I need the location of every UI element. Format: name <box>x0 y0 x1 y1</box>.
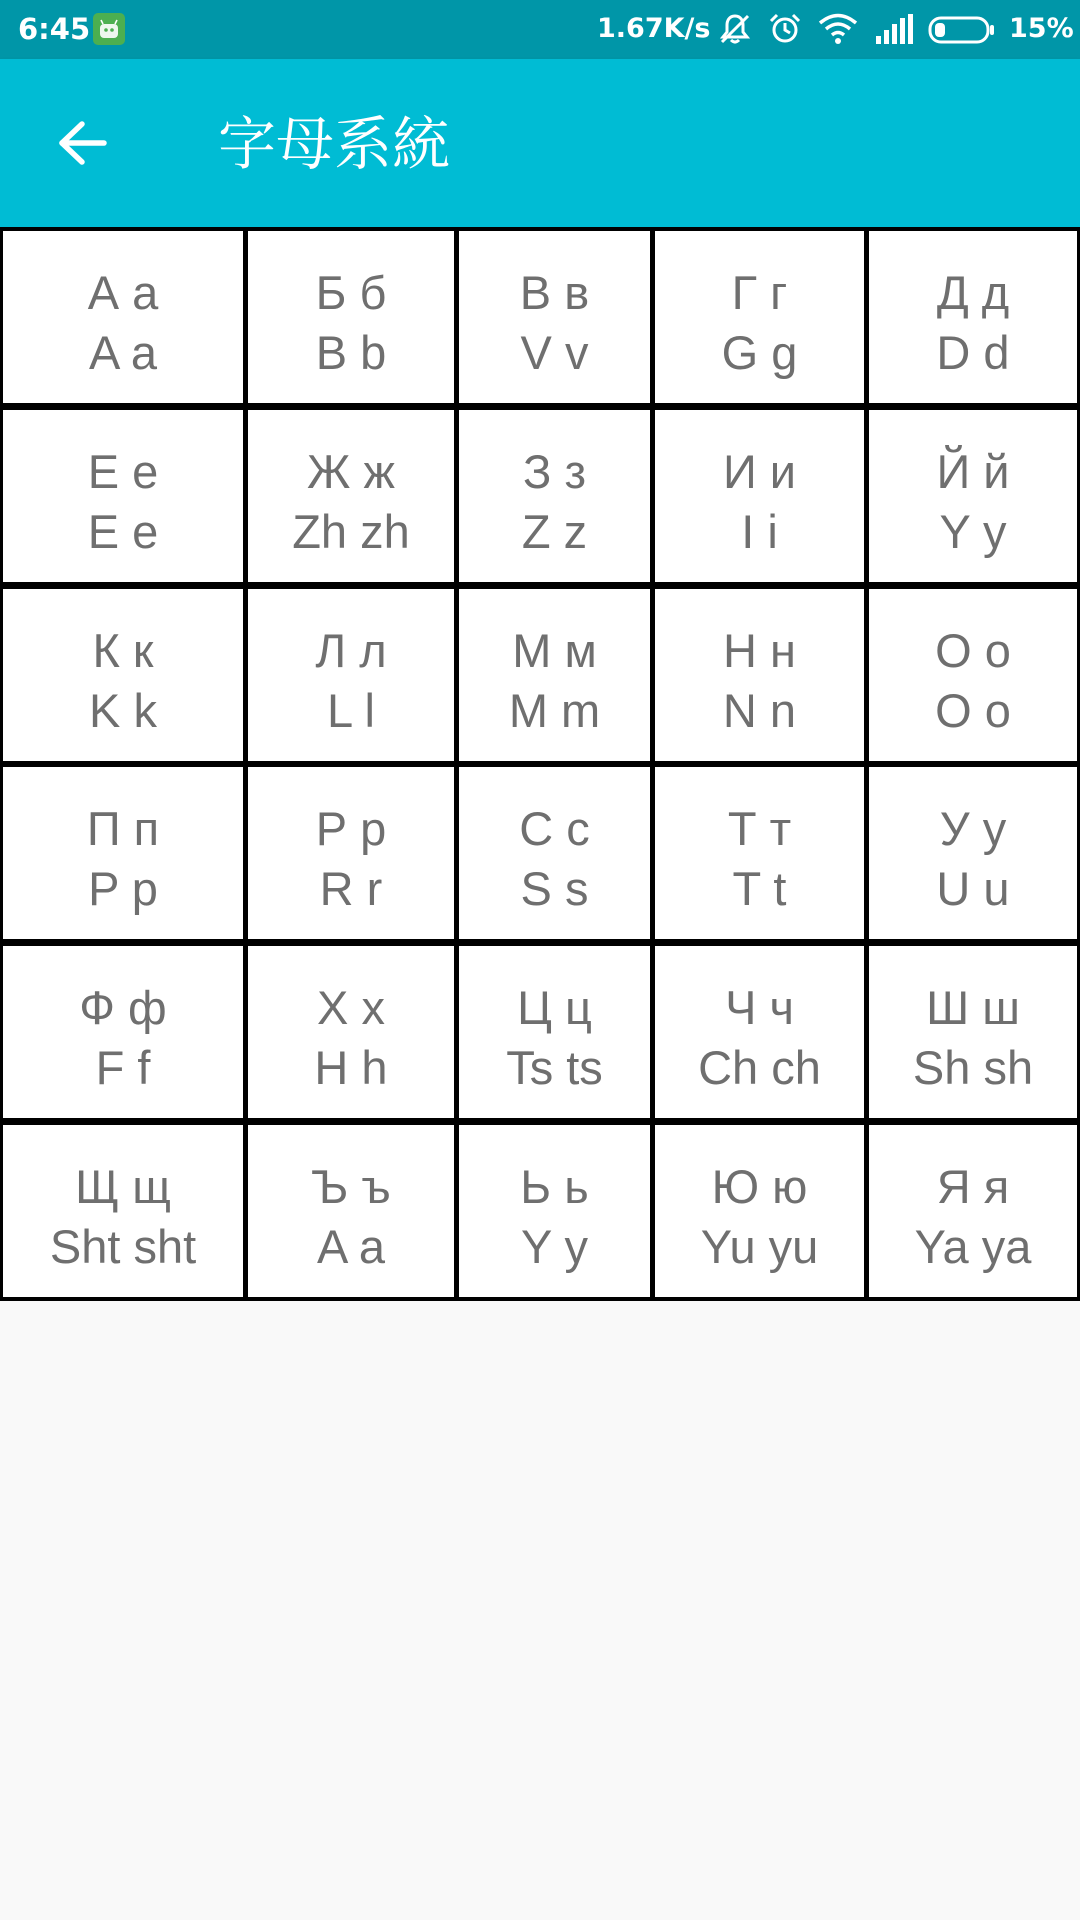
letter-cell[interactable] <box>459 231 650 403</box>
arrow-left-icon[interactable] <box>56 119 108 167</box>
cyrillic-letter: Х х <box>317 981 385 1034</box>
status-time: 6:45 <box>18 12 91 46</box>
letter-cell[interactable] <box>459 946 650 1118</box>
letter-cell[interactable] <box>655 410 864 582</box>
letter-cell[interactable] <box>459 410 650 582</box>
cyrillic-letter: Д д <box>936 266 1010 319</box>
letter-cell[interactable] <box>655 231 864 403</box>
latin-transliteration: Yu yu <box>700 1220 819 1273</box>
latin-transliteration: S s <box>520 862 589 915</box>
letter-cell[interactable] <box>869 1125 1077 1297</box>
letter-cell[interactable] <box>248 767 454 939</box>
cyrillic-letter: П п <box>86 802 160 855</box>
letter-cell[interactable] <box>3 946 243 1118</box>
cyrillic-letter: И и <box>722 445 797 498</box>
cyrillic-letter: М м <box>512 624 597 677</box>
android-robot-icon <box>93 13 125 45</box>
signal-icon <box>874 12 914 50</box>
cyrillic-letter: Ю ю <box>711 1160 808 1213</box>
cyrillic-letter: Я я <box>936 1160 1010 1213</box>
cyrillic-letter: А а <box>87 266 159 319</box>
cyrillic-letter: Ь ь <box>520 1160 589 1213</box>
letter-cell[interactable] <box>869 410 1077 582</box>
latin-transliteration: V v <box>520 326 589 379</box>
latin-transliteration: Ts ts <box>506 1041 603 1094</box>
cyrillic-letter: Н н <box>723 624 796 677</box>
cyrillic-letter: З з <box>523 445 586 498</box>
wifi-icon <box>818 12 858 50</box>
letter-cell[interactable] <box>248 231 454 403</box>
latin-transliteration: Sht sht <box>49 1220 197 1273</box>
latin-transliteration: Z z <box>521 505 588 558</box>
cyrillic-letter: С с <box>519 802 590 855</box>
cyrillic-letter: Ч ч <box>725 981 794 1034</box>
cyrillic-letter: Ц ц <box>517 981 592 1034</box>
cyrillic-letter: Б б <box>315 266 387 319</box>
cyrillic-letter: Й й <box>936 445 1010 498</box>
latin-transliteration: Sh sh <box>912 1041 1034 1094</box>
letter-cell[interactable] <box>248 946 454 1118</box>
letter-cell[interactable] <box>869 946 1077 1118</box>
cyrillic-letter: Т т <box>727 802 792 855</box>
battery-level: 15% <box>1009 13 1074 44</box>
letter-cell[interactable] <box>3 1125 243 1297</box>
latin-transliteration: A a <box>89 326 157 379</box>
cyrillic-letter: Л л <box>315 624 387 677</box>
letter-cell[interactable] <box>248 589 454 761</box>
latin-transliteration: F f <box>95 1041 151 1094</box>
latin-transliteration: E e <box>87 505 159 558</box>
letter-cell[interactable] <box>3 231 243 403</box>
cyrillic-letter: Ш ш <box>926 981 1020 1034</box>
cyrillic-letter: К к <box>92 624 154 677</box>
letter-cell[interactable] <box>3 767 243 939</box>
latin-transliteration: P p <box>88 862 158 915</box>
battery-icon <box>928 16 996 44</box>
latin-transliteration: Ch ch <box>698 1041 821 1094</box>
network-speed: 1.67K/s <box>597 13 711 44</box>
latin-transliteration: O o <box>935 684 1011 737</box>
latin-transliteration: L l <box>327 684 375 737</box>
letter-cell[interactable] <box>869 767 1077 939</box>
cyrillic-letter: Г г <box>731 266 788 319</box>
cyrillic-letter: Е е <box>87 445 159 498</box>
cyrillic-letter: Р р <box>315 802 387 855</box>
alphabet-grid <box>0 227 1080 1301</box>
latin-transliteration: G g <box>721 326 798 379</box>
latin-transliteration: A a <box>317 1220 385 1273</box>
cyrillic-letter: О о <box>935 624 1011 677</box>
page-title: 字母系統 <box>218 110 451 178</box>
alarm-icon <box>768 12 802 50</box>
app-bar <box>0 59 1080 227</box>
cyrillic-letter: В в <box>519 266 590 319</box>
letter-cell[interactable] <box>869 231 1077 403</box>
letter-cell[interactable] <box>459 767 650 939</box>
mute-icon <box>718 12 752 50</box>
latin-transliteration: D d <box>936 326 1010 379</box>
latin-transliteration: Ya ya <box>914 1220 1032 1273</box>
latin-transliteration: M m <box>508 684 601 737</box>
latin-transliteration: H h <box>314 1041 388 1094</box>
letter-cell[interactable] <box>248 1125 454 1297</box>
latin-transliteration: Y y <box>939 505 1007 558</box>
latin-transliteration: Y y <box>520 1220 589 1273</box>
letter-cell[interactable] <box>459 589 650 761</box>
cyrillic-letter: Щ щ <box>75 1160 171 1213</box>
letter-cell[interactable] <box>655 1125 864 1297</box>
letter-cell[interactable] <box>655 589 864 761</box>
latin-transliteration: N n <box>722 684 797 737</box>
latin-transliteration: Zh zh <box>292 505 410 558</box>
cyrillic-letter: Ъ ъ <box>311 1160 391 1213</box>
letter-cell[interactable] <box>248 410 454 582</box>
letter-cell[interactable] <box>459 1125 650 1297</box>
latin-transliteration: B b <box>315 326 387 379</box>
letter-cell[interactable] <box>869 589 1077 761</box>
latin-transliteration: U u <box>936 862 1010 915</box>
letter-cell[interactable] <box>3 589 243 761</box>
cyrillic-letter: Ф ф <box>79 981 167 1034</box>
latin-transliteration: K k <box>89 684 157 737</box>
letter-cell[interactable] <box>655 767 864 939</box>
cyrillic-letter: Ж ж <box>307 445 395 498</box>
cyrillic-letter: У у <box>939 802 1007 855</box>
latin-transliteration: T t <box>732 862 787 915</box>
letter-cell[interactable] <box>655 946 864 1118</box>
latin-transliteration: R r <box>319 862 383 915</box>
letter-cell[interactable] <box>3 410 243 582</box>
status-bar <box>0 0 1080 59</box>
latin-transliteration: I i <box>741 505 778 558</box>
